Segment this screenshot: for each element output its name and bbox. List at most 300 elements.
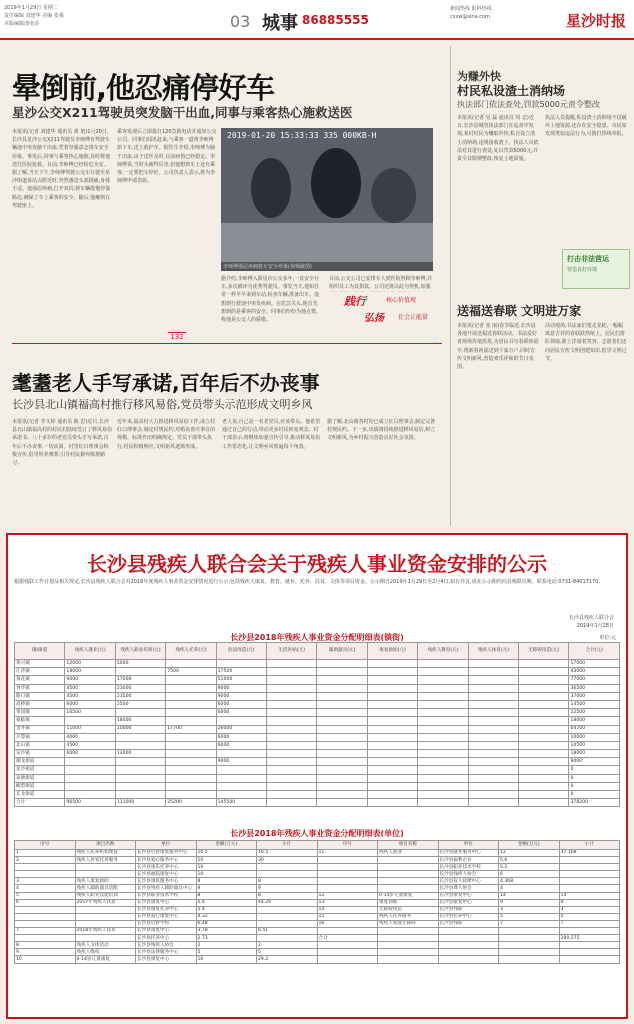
table1-cell bbox=[367, 766, 417, 774]
table1-cell: 18000 bbox=[569, 750, 620, 758]
table1-cell bbox=[418, 774, 468, 782]
table1-cell bbox=[317, 733, 367, 741]
table1-cell bbox=[468, 684, 518, 692]
table1-cell bbox=[166, 700, 216, 708]
table2-cell bbox=[15, 871, 76, 878]
table1-cell bbox=[519, 774, 569, 782]
table1-row bbox=[15, 700, 620, 708]
table2-row bbox=[15, 871, 620, 878]
table1-cell: 2500 bbox=[115, 700, 165, 708]
table1-cell bbox=[65, 791, 115, 799]
table2-cell: 12 bbox=[317, 892, 378, 899]
table2-header-cell: 金额(万元) bbox=[499, 841, 560, 850]
table1-cell: 9000 bbox=[569, 758, 620, 766]
table2-cell: 5.6 bbox=[499, 857, 560, 864]
table1-cell bbox=[267, 758, 317, 766]
table1-cell bbox=[519, 733, 569, 741]
table1-cell: 0 bbox=[569, 791, 620, 799]
table1-cell bbox=[519, 750, 569, 758]
table1-cell: 23500 bbox=[115, 692, 165, 700]
table2-cell: 14 bbox=[559, 892, 620, 899]
table1-cell bbox=[468, 766, 518, 774]
table1-cell bbox=[418, 725, 468, 733]
table1-header-cell: 镇/街道 bbox=[15, 643, 65, 660]
table2-cell bbox=[15, 906, 76, 913]
table1-cell bbox=[267, 799, 317, 807]
table2-cell: 5 bbox=[196, 949, 257, 956]
notice-title: 长沙县残疾人联合会关于残疾人事业资金安排的公示 bbox=[87, 552, 547, 576]
table2-cell: 残疾人康复救助 bbox=[75, 878, 136, 885]
table1-row bbox=[15, 684, 620, 692]
table1-cell bbox=[519, 660, 569, 668]
table1-cell: 福临镇 bbox=[15, 717, 65, 725]
table2-cell bbox=[15, 913, 76, 920]
table2-cell: 3 bbox=[15, 878, 76, 885]
table1-cell bbox=[367, 782, 417, 790]
table1-cell bbox=[267, 741, 317, 749]
sidebar-headline: 村民私设渣土消纳场 bbox=[457, 84, 566, 98]
table2-cell bbox=[317, 871, 378, 878]
table1-cell bbox=[468, 799, 518, 807]
table1-cell: 4500 bbox=[65, 684, 115, 692]
table1-cell bbox=[519, 717, 569, 725]
table1-cell bbox=[519, 684, 569, 692]
sidebar-headline-2: 送福送春联 文明进万家 bbox=[457, 304, 582, 318]
sidebar-col-3: 本报讯(记者 张 丽)春节临近,长沙县各地开展送福送春联活动。书法爱好者现场挥毫泼墨,为居民书写春联和福字,将新春祝福送到千家万户,同时宣传文明新风,营造欢乐祥和的节日氛围。 bbox=[457, 323, 539, 371]
table1-cell bbox=[115, 709, 165, 717]
header-mid-2: csxw@sina.com bbox=[450, 14, 490, 20]
table1-cell: 黄兴镇 bbox=[15, 660, 65, 668]
table2-cell bbox=[378, 935, 439, 942]
second-subhead: 长沙县北山镇福高村推行移风易俗,党员带头示范形成文明乡风 bbox=[12, 398, 313, 411]
table1-cell bbox=[267, 668, 317, 676]
table2-cell: 44.26 bbox=[257, 899, 318, 906]
table2-cell bbox=[317, 878, 378, 885]
issue-editor: 责任编辑 刘建华 美编 张强 bbox=[4, 13, 64, 19]
table1-cell bbox=[468, 676, 518, 684]
table2-cell bbox=[438, 942, 499, 949]
table2-header-cell: 单位 bbox=[438, 841, 499, 850]
table2-cell: 30 bbox=[257, 857, 318, 864]
table2-cell bbox=[378, 878, 439, 885]
table1-cell: 6000 bbox=[216, 709, 266, 717]
table1-cell bbox=[418, 799, 468, 807]
table1-cell bbox=[267, 700, 317, 708]
table1-cell bbox=[317, 799, 367, 807]
issue-date: 2019年1月29日 星期二 bbox=[4, 5, 58, 11]
photo-figure bbox=[251, 158, 291, 218]
table1-cell bbox=[216, 750, 266, 758]
table2-cell: 长沙县福利企业 bbox=[438, 857, 499, 864]
table1-row bbox=[15, 750, 620, 758]
table1-header-cell: 残疾人托养(元) bbox=[166, 643, 216, 660]
table1-cell bbox=[216, 774, 266, 782]
table2-cell bbox=[438, 928, 499, 935]
funding-table-towns bbox=[14, 642, 620, 807]
issue-phone: 本版编辑部电话 bbox=[4, 21, 40, 27]
table1-cell bbox=[468, 741, 518, 749]
table1-cell bbox=[468, 782, 518, 790]
table2-row bbox=[15, 920, 620, 927]
table2-cell: 长沙县托养中心 bbox=[136, 935, 197, 942]
table1-cell bbox=[418, 692, 468, 700]
table2-cell: 长沙县康复中心 bbox=[438, 892, 499, 899]
table2-cell: 6.51 bbox=[257, 928, 318, 935]
table1-cell bbox=[418, 758, 468, 766]
table2-cell: 长沙县康复中心 bbox=[136, 899, 197, 906]
table1-cell bbox=[166, 766, 216, 774]
table1-cell bbox=[317, 750, 367, 758]
table1-cell bbox=[267, 709, 317, 717]
table1-cell bbox=[166, 758, 216, 766]
table1-cell bbox=[519, 692, 569, 700]
table2-cell bbox=[559, 956, 620, 963]
table2-cell: 6 bbox=[15, 899, 76, 906]
table2-row bbox=[15, 878, 620, 885]
table2-cell bbox=[559, 878, 620, 885]
table1-header-cell: 残疾人就业(元) bbox=[65, 643, 115, 660]
table1-header-cell: 残疾人教育(元) bbox=[418, 643, 468, 660]
table2-cell: 2017年残疾人扶贫 bbox=[75, 899, 136, 906]
table2-cell bbox=[378, 885, 439, 892]
table2-cell: 11 bbox=[317, 850, 378, 857]
table2-cell: 16.5 bbox=[257, 850, 318, 857]
table1-cell: 5000 bbox=[115, 660, 165, 668]
table1-cell bbox=[317, 758, 367, 766]
table1-cell: 春华镇 bbox=[15, 684, 65, 692]
photo-figure bbox=[371, 168, 416, 223]
table2-cell: 长沙县残联 bbox=[438, 920, 499, 927]
table2-cell: 7 bbox=[15, 928, 76, 935]
table1-cell bbox=[166, 791, 216, 799]
table1-cell bbox=[317, 676, 367, 684]
table1-cell: 9000 bbox=[65, 676, 115, 684]
table2-row bbox=[15, 942, 620, 949]
table2-cell bbox=[317, 864, 378, 871]
table2-cell bbox=[378, 857, 439, 864]
table1-cell bbox=[468, 725, 518, 733]
table1-cell bbox=[519, 758, 569, 766]
table1-cell bbox=[367, 799, 417, 807]
divider bbox=[12, 343, 442, 344]
table1-cell bbox=[468, 733, 518, 741]
table1-cell: 17000 bbox=[569, 660, 620, 668]
table2-cell: 10 bbox=[196, 871, 257, 878]
table2-cell: 7 bbox=[559, 920, 620, 927]
table1-cell: 64700 bbox=[569, 725, 620, 733]
table1-cell bbox=[468, 692, 518, 700]
table2-cell: 2018年残疾人扶贫 bbox=[75, 928, 136, 935]
jump-page-number: 132 bbox=[168, 332, 186, 341]
table1-cell bbox=[317, 725, 367, 733]
table1-cell bbox=[166, 660, 216, 668]
table1-cell: 37000 bbox=[569, 692, 620, 700]
table1-cell bbox=[166, 717, 216, 725]
table1-cell bbox=[115, 758, 165, 766]
table2-row bbox=[15, 850, 620, 857]
table2-cell bbox=[15, 935, 76, 942]
table2-cell bbox=[559, 942, 620, 949]
table1-cell bbox=[317, 774, 367, 782]
table1-cell bbox=[65, 766, 115, 774]
header-mid-1: 新闻热线 报料热线 bbox=[450, 6, 492, 12]
table1-cell: 6000 bbox=[216, 733, 266, 741]
table2-cell: 长沙县残疾人协会 bbox=[136, 942, 197, 949]
table2-cell: 7 bbox=[499, 920, 560, 927]
table2-row bbox=[15, 864, 620, 871]
table1-cell bbox=[519, 700, 569, 708]
table1-cell bbox=[367, 676, 417, 684]
table2-cell: 长沙县职业技术学校 bbox=[136, 892, 197, 899]
table2-cell: 8 bbox=[257, 878, 318, 885]
table1-cell bbox=[317, 668, 367, 676]
table1-cell: 榔梨街道 bbox=[15, 782, 65, 790]
table1-cell: 7500 bbox=[166, 668, 216, 676]
table1-cell bbox=[468, 758, 518, 766]
table1-cell bbox=[317, 717, 367, 725]
table1-cell: 16500 bbox=[65, 709, 115, 717]
table2-cell: 长沙县康复服务中心 bbox=[136, 878, 197, 885]
table2-header-cell: 序号 bbox=[317, 841, 378, 850]
table2-row bbox=[15, 956, 620, 963]
notice-date: 2019年1月28日 bbox=[576, 623, 614, 629]
table2-cell: 8 bbox=[15, 942, 76, 949]
table2-cell: 长沙县康复中心 bbox=[136, 928, 197, 935]
page-number: 03 bbox=[230, 12, 251, 31]
table1-cell bbox=[317, 782, 367, 790]
table2-cell: 长沙县爱心康复中心 bbox=[136, 913, 197, 920]
table1-cell bbox=[216, 717, 266, 725]
table1-cell: 51000 bbox=[216, 676, 266, 684]
table1-cell: 10000 bbox=[115, 725, 165, 733]
table2-cell bbox=[257, 913, 318, 920]
table2-cell: 3 bbox=[559, 906, 620, 913]
table2-cell: 残疾人托养机构建设 bbox=[75, 850, 136, 857]
table1-cell bbox=[115, 791, 165, 799]
table2-row bbox=[15, 913, 620, 920]
table2-cell bbox=[378, 864, 439, 871]
table2-cell bbox=[75, 935, 136, 942]
table1-cell: 路口镇 bbox=[15, 692, 65, 700]
table1-cell bbox=[267, 774, 317, 782]
table1-cell bbox=[418, 791, 468, 799]
table2-cell: 14 bbox=[317, 906, 378, 913]
table1-cell bbox=[166, 750, 216, 758]
table1-cell bbox=[367, 700, 417, 708]
table1-cell: 0 bbox=[569, 774, 620, 782]
table2-cell bbox=[75, 920, 136, 927]
table2-row bbox=[15, 935, 620, 942]
table2-cell bbox=[75, 906, 136, 913]
table1-cell bbox=[367, 717, 417, 725]
table1-cell bbox=[216, 791, 266, 799]
table1-cell: 合计 bbox=[15, 799, 65, 807]
table2-cell bbox=[317, 857, 378, 864]
table2-cell: 长沙县启智学校 bbox=[136, 920, 197, 927]
table2-cell bbox=[75, 864, 136, 871]
table1-cell bbox=[418, 741, 468, 749]
table2-cell: 长沙县爱心服务中心 bbox=[136, 857, 197, 864]
table1-cell: 145500 bbox=[216, 799, 266, 807]
second-col-2: 近年来,福高村大力推进移风易俗工作,成立村红白理事会,制定村规民约,对婚丧喜庆事宜的规模、标准作出明确规定。党员干部带头执行,村民积极响应,文明新风逐渐形成。 bbox=[117, 419, 216, 450]
lead-col-2: 乘客发现后立即拨打120急救电话并通知公交公司。同事们闻讯赶来,与乘客一道将李师傅抬下车,送上救护车。据医生介绍,李师傅为脑干出血,由于送医及时,目前病情已经稳定。李师傅说,当时头痛得厉害,但他想到车上还有乘客,一定要把车停好。公司负责人表示,将为李师傅申请表彰。 bbox=[117, 129, 217, 185]
stamp-text-4: 社会正能量 bbox=[398, 314, 429, 321]
table1-cell: 17000 bbox=[115, 676, 165, 684]
table1-cell: 26000 bbox=[216, 725, 266, 733]
table2-cell bbox=[378, 949, 439, 956]
table2-cell bbox=[75, 913, 136, 920]
table1-cell: 43000 bbox=[569, 668, 620, 676]
table2-cell bbox=[499, 956, 560, 963]
table2-cell bbox=[15, 920, 76, 927]
table2-cell: 长沙县就业服务中心 bbox=[438, 850, 499, 857]
table1-row bbox=[15, 799, 620, 807]
table1-header-cell: 生活补贴(元) bbox=[267, 643, 317, 660]
stamp-text-1: 践行 bbox=[344, 295, 366, 308]
bus-cctv-photo bbox=[221, 128, 433, 271]
table1-cell: 12000 bbox=[65, 660, 115, 668]
table2-cell: 3 bbox=[499, 906, 560, 913]
table1-cell bbox=[519, 782, 569, 790]
page-header bbox=[0, 0, 634, 40]
table1-header-cell: 辅助器具(元) bbox=[317, 643, 367, 660]
table2-cell: 长沙县残疾人协会 bbox=[438, 871, 499, 878]
table2-cell: 长沙县托养中心 bbox=[438, 913, 499, 920]
table1-cell bbox=[367, 684, 417, 692]
table2-cell: 长沙县福临康复中心 bbox=[136, 871, 197, 878]
table1-cell: 4500 bbox=[65, 692, 115, 700]
sidebar-col-1: 本报讯(记者 吴 磊 通讯员 周 志)近日,长沙县城管执法部门在巡查中发现,某村村民为赚取外快,私自设立渣土消纳场,违规接收渣土。执法人员依法对其进行查处,处以罚款5000元,并责令其限期整改,恢复土地原貌。 bbox=[457, 115, 539, 163]
table1-cell: 96500 bbox=[65, 799, 115, 807]
table1-cell bbox=[267, 750, 317, 758]
sidebar-col-2: 执法人员提醒,私设渣土消纳场不仅破坏土地资源,还存在安全隐患。市民如发现类似违法行为,可拨打热线举报。 bbox=[545, 115, 627, 138]
table1-cell bbox=[367, 750, 417, 758]
table1-cell bbox=[267, 725, 317, 733]
table1-cell: 14500 bbox=[569, 700, 620, 708]
table1-cell bbox=[367, 758, 417, 766]
table1-cell bbox=[166, 774, 216, 782]
table1-cell bbox=[418, 782, 468, 790]
table1-title: 长沙县2018年残疾人事业资金分配明细表(镇街) bbox=[230, 633, 404, 642]
table1-cell bbox=[418, 700, 468, 708]
table1-cell: 18000 bbox=[65, 668, 115, 676]
table2-cell bbox=[317, 928, 378, 935]
table1-cell bbox=[367, 774, 417, 782]
table1-cell bbox=[115, 733, 165, 741]
table2-cell: 残疾人辅助器具适配 bbox=[75, 885, 136, 892]
table1-cell: 安沙镇 bbox=[15, 750, 65, 758]
table2-cell: 15 bbox=[317, 913, 378, 920]
table2-cell bbox=[257, 920, 318, 927]
table1-cell: 4500 bbox=[65, 741, 115, 749]
table2-cell: 长沙县康复托养中心 bbox=[136, 906, 197, 913]
table1-cell bbox=[367, 741, 417, 749]
table1-cell bbox=[317, 766, 367, 774]
table2-title: 长沙县2018年残疾人事业资金分配明细表(单位) bbox=[230, 829, 404, 838]
table2-cell: 2 bbox=[15, 857, 76, 864]
table1-cell: 36500 bbox=[569, 684, 620, 692]
table1-cell bbox=[418, 668, 468, 676]
table1-cell bbox=[519, 709, 569, 717]
table2-cell: 合计 bbox=[317, 935, 378, 942]
table2-cell bbox=[438, 935, 499, 942]
table2-cell: 残疾人文体活动 bbox=[75, 942, 136, 949]
second-headline: 耄耋老人手写承诺,百年后不办丧事 bbox=[12, 371, 320, 395]
lead-subhead: 星沙公交X211驾驶员突发脑干出血,同事与乘客热心施救送医 bbox=[12, 105, 353, 120]
table2-cell bbox=[378, 956, 439, 963]
table1-header-cell: 无障碍改造(元) bbox=[519, 643, 569, 660]
table1-cell: 4000 bbox=[65, 733, 115, 741]
table1-cell: 0 bbox=[569, 766, 620, 774]
table1-cell bbox=[418, 709, 468, 717]
table2-cell: 长沙县残疾人辅助器具中心 bbox=[136, 885, 197, 892]
table1-cell bbox=[65, 758, 115, 766]
table1-cell bbox=[468, 660, 518, 668]
table1-row bbox=[15, 774, 620, 782]
table1-cell: 378200 bbox=[569, 799, 620, 807]
table1-cell bbox=[367, 709, 417, 717]
table1-cell bbox=[519, 668, 569, 676]
table1-row bbox=[15, 692, 620, 700]
table2-cell: 1 bbox=[15, 850, 76, 857]
table1-cell bbox=[468, 668, 518, 676]
table1-cell: 17500 bbox=[216, 668, 266, 676]
table2-cell: 长沙县康复中心 bbox=[136, 956, 197, 963]
lead-col-3: 据介绍,李师傅入职星沙公交多年,一直安全行车,多次被评为优秀驾驶员。事发当天,他如往常一样早早来到车站,检查车辆,准备出车。没想到行驶途中突发疾病。在危急关头,他首先想到的是乘客的安全。同事们纷纷为他点赞,称他是公交人的骄傲。 bbox=[221, 276, 320, 324]
table1-cell: 江背镇 bbox=[15, 668, 65, 676]
table1-cell bbox=[418, 684, 468, 692]
table2-cell: 残疾人就业 bbox=[378, 850, 439, 857]
table1-cell bbox=[317, 684, 367, 692]
table1-cell bbox=[519, 799, 569, 807]
table1-cell bbox=[468, 750, 518, 758]
table1-cell: 23000 bbox=[115, 684, 165, 692]
values-stamp bbox=[344, 293, 436, 323]
table2-cell bbox=[559, 949, 620, 956]
table1-header-cell: 残疾人职业培训(元) bbox=[115, 643, 165, 660]
table2-cell: 9 bbox=[257, 885, 318, 892]
table2-header-cell: 项目名称 bbox=[378, 841, 439, 850]
table1-cell bbox=[367, 733, 417, 741]
table2-cell: 5.4 bbox=[196, 906, 257, 913]
table2-cell: 康复训练 bbox=[378, 899, 439, 906]
table2-cell: 4.368 bbox=[499, 878, 560, 885]
table2-cell: 14 bbox=[499, 892, 560, 899]
table1-cell bbox=[115, 741, 165, 749]
table2-cell bbox=[75, 871, 136, 878]
table2-cell bbox=[499, 928, 560, 935]
table2-cell bbox=[317, 949, 378, 956]
table2-row bbox=[15, 928, 620, 935]
table2-row bbox=[15, 949, 620, 956]
table1-cell bbox=[468, 791, 518, 799]
table2-cell: 16 bbox=[196, 956, 257, 963]
table1-cell bbox=[216, 782, 266, 790]
table1-cell bbox=[216, 660, 266, 668]
second-col-4: 据了解,北山镇各村均已成立红白理事会,制定完善村规民约。下一步,该镇将持续推进移风易俗,树立文明新风,为乡村振兴营造良好社会氛围。 bbox=[327, 419, 436, 442]
table1-cell bbox=[166, 692, 216, 700]
table1-cell: 开慧镇 bbox=[15, 733, 65, 741]
table1-row bbox=[15, 676, 620, 684]
table2-row bbox=[15, 906, 620, 913]
table2-cell: 无障碍改造 bbox=[378, 906, 439, 913]
table1-cell bbox=[367, 725, 417, 733]
table2-cell: 4 bbox=[15, 885, 76, 892]
table2-cell: 10 bbox=[15, 956, 76, 963]
table1-cell bbox=[267, 717, 317, 725]
notice-body: 根据残联工作计划及相关规定,长沙县残疾人联合会对2018年度残疾人事业资金安排情况进行公示,包括残疾人康复、教育、就业、托养、扶贫、文体等项目资金。公示期自2019年1月29日至2月4日,如有异议,请在公示期内向县残联反映。联系电话:0731-84017170。 bbox=[14, 579, 604, 585]
table2-cell: 10 bbox=[196, 857, 257, 864]
